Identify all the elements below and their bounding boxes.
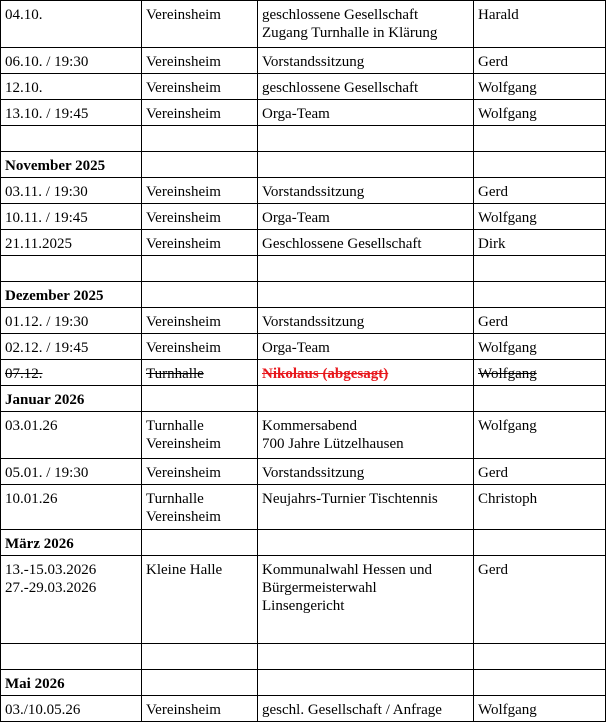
responsible-cell bbox=[474, 696, 606, 722]
event-cell bbox=[258, 48, 474, 74]
responsible-cell bbox=[474, 230, 606, 256]
event-cell bbox=[258, 670, 474, 696]
cancelled-event-row bbox=[1, 360, 606, 386]
cell-text: Wolfgang bbox=[478, 366, 537, 382]
event-cell bbox=[258, 308, 474, 334]
responsible-cell bbox=[474, 485, 606, 530]
responsible-cell bbox=[474, 360, 606, 386]
cell-text: 03./10.05.26 bbox=[5, 702, 81, 718]
event-cell bbox=[258, 152, 474, 178]
cell-text: Christoph bbox=[478, 491, 538, 507]
event-cell bbox=[258, 230, 474, 256]
table-row bbox=[1, 308, 606, 334]
date-cell bbox=[1, 74, 142, 100]
event-cell bbox=[258, 334, 474, 360]
event-cell bbox=[258, 1, 474, 48]
cell-text: 06.10. / 19:30 bbox=[5, 54, 89, 70]
event-schedule-body bbox=[1, 1, 606, 722]
responsible-cell bbox=[474, 126, 606, 152]
cell-text: Vereinsheim bbox=[146, 236, 221, 252]
cell-text: Januar 2026 bbox=[5, 392, 85, 408]
cell-text: Vorstandssitzung bbox=[262, 54, 365, 70]
date-cell bbox=[1, 485, 142, 530]
event-cell bbox=[258, 100, 474, 126]
cell-text: Nikolaus (abgesagt) bbox=[262, 366, 389, 382]
date-cell bbox=[1, 126, 142, 152]
cell-text: geschlossene Gesellschaft bbox=[262, 80, 419, 96]
event-cell bbox=[258, 282, 474, 308]
cell-text: November 2025 bbox=[5, 158, 106, 174]
cell-text: 10.11. / 19:45 bbox=[5, 210, 88, 226]
cell-text: 05.01. / 19:30 bbox=[5, 465, 89, 481]
date-cell bbox=[1, 1, 142, 48]
cell-text: Vereinsheim bbox=[146, 702, 221, 718]
cell-text: Orga-Team bbox=[262, 210, 330, 226]
date-cell bbox=[1, 530, 142, 556]
cell-text: Wolfgang bbox=[478, 702, 537, 718]
cell-text: geschlossene Gesellschaft bbox=[262, 7, 419, 23]
location-cell bbox=[142, 670, 258, 696]
responsible-cell bbox=[474, 256, 606, 282]
cell-text: Turnhalle bbox=[146, 418, 204, 434]
cell-text: Wolfgang bbox=[478, 210, 537, 226]
cell-text: Vereinsheim bbox=[146, 314, 221, 330]
cell-text: Vereinsheim bbox=[146, 184, 221, 200]
date-cell bbox=[1, 256, 142, 282]
location-cell bbox=[142, 485, 258, 530]
location-cell bbox=[142, 282, 258, 308]
cell-text: Geschlossene Gesellschaft bbox=[262, 236, 422, 252]
cell-text: 13.10. / 19:45 bbox=[5, 106, 89, 122]
responsible-cell bbox=[474, 178, 606, 204]
responsible-cell bbox=[474, 556, 606, 644]
date-cell bbox=[1, 459, 142, 485]
cell-text: Vorstandssitzung bbox=[262, 184, 365, 200]
responsible-cell bbox=[474, 204, 606, 230]
cell-text: 03.01.26 bbox=[5, 418, 58, 434]
month-heading-row bbox=[1, 530, 606, 556]
table-row bbox=[1, 556, 606, 644]
cell-text: 10.01.26 bbox=[5, 491, 58, 507]
event-cell bbox=[258, 126, 474, 152]
table-row bbox=[1, 334, 606, 360]
location-cell bbox=[142, 256, 258, 282]
cell-text: Wolfgang bbox=[478, 106, 537, 122]
cell-text: Dezember 2025 bbox=[5, 288, 104, 304]
cell-text: März 2026 bbox=[5, 536, 74, 552]
responsible-cell bbox=[474, 334, 606, 360]
cell-text: geschl. Gesellschaft / Anfrage bbox=[262, 702, 442, 718]
location-cell bbox=[142, 152, 258, 178]
date-cell bbox=[1, 644, 142, 670]
cell-text: Vereinsheim bbox=[146, 106, 221, 122]
location-cell bbox=[142, 1, 258, 48]
cell-text: Vereinsheim bbox=[146, 436, 221, 452]
cell-text: Linsengericht bbox=[262, 598, 345, 614]
cell-text: Neujahrs-Turnier Tischtennis bbox=[262, 491, 438, 507]
cell-text: 21.11.2025 bbox=[5, 236, 72, 252]
cell-text: Gerd bbox=[478, 465, 508, 481]
date-cell bbox=[1, 308, 142, 334]
responsible-cell bbox=[474, 308, 606, 334]
responsible-cell bbox=[474, 100, 606, 126]
cell-text: Wolfgang bbox=[478, 418, 537, 434]
event-cell bbox=[258, 256, 474, 282]
table-row bbox=[1, 74, 606, 100]
event-cell bbox=[258, 74, 474, 100]
location-cell bbox=[142, 696, 258, 722]
cell-text: Dirk bbox=[478, 236, 506, 252]
date-cell bbox=[1, 48, 142, 74]
responsible-cell bbox=[474, 412, 606, 459]
location-cell bbox=[142, 74, 258, 100]
date-cell bbox=[1, 670, 142, 696]
date-cell bbox=[1, 230, 142, 256]
location-cell bbox=[142, 178, 258, 204]
location-cell bbox=[142, 48, 258, 74]
date-cell bbox=[1, 696, 142, 722]
event-cell bbox=[258, 530, 474, 556]
cell-text: Kommersabend bbox=[262, 418, 357, 434]
date-cell bbox=[1, 386, 142, 412]
responsible-cell bbox=[474, 152, 606, 178]
cell-text: Vereinsheim bbox=[146, 54, 221, 70]
cell-text: Vereinsheim bbox=[146, 509, 221, 525]
event-cell bbox=[258, 204, 474, 230]
event-cell bbox=[258, 485, 474, 530]
cell-text: Kommunalwahl Hessen und bbox=[262, 562, 432, 578]
event-cell bbox=[258, 178, 474, 204]
table-row bbox=[1, 100, 606, 126]
event-cell bbox=[258, 696, 474, 722]
table-row bbox=[1, 459, 606, 485]
cell-text: Mai 2026 bbox=[5, 676, 65, 692]
responsible-cell bbox=[474, 530, 606, 556]
month-heading-row bbox=[1, 386, 606, 412]
responsible-cell bbox=[474, 459, 606, 485]
location-cell bbox=[142, 126, 258, 152]
cell-text: Vereinsheim bbox=[146, 7, 221, 23]
table-row bbox=[1, 696, 606, 722]
cell-text: Kleine Halle bbox=[146, 562, 223, 578]
table-row bbox=[1, 256, 606, 282]
date-cell bbox=[1, 178, 142, 204]
responsible-cell bbox=[474, 386, 606, 412]
location-cell bbox=[142, 386, 258, 412]
cell-text: Wolfgang bbox=[478, 80, 537, 96]
event-cell bbox=[258, 386, 474, 412]
cell-text: Orga-Team bbox=[262, 106, 330, 122]
location-cell bbox=[142, 412, 258, 459]
responsible-cell bbox=[474, 282, 606, 308]
cell-text: Orga-Team bbox=[262, 340, 330, 356]
location-cell bbox=[142, 459, 258, 485]
table-row bbox=[1, 485, 606, 530]
date-cell bbox=[1, 360, 142, 386]
date-cell bbox=[1, 334, 142, 360]
cell-text: 27.-29.03.2026 bbox=[5, 580, 97, 596]
responsible-cell bbox=[474, 644, 606, 670]
date-cell bbox=[1, 282, 142, 308]
cell-text: Gerd bbox=[478, 562, 508, 578]
location-cell bbox=[142, 644, 258, 670]
cell-text: Harald bbox=[478, 7, 519, 23]
month-heading-row bbox=[1, 670, 606, 696]
cell-text: 13.-15.03.2026 bbox=[5, 562, 97, 578]
date-cell bbox=[1, 556, 142, 644]
cell-text: 12.10. bbox=[5, 80, 43, 96]
date-cell bbox=[1, 204, 142, 230]
cell-text: 07.12. bbox=[5, 366, 43, 382]
location-cell bbox=[142, 360, 258, 386]
table-row bbox=[1, 178, 606, 204]
location-cell bbox=[142, 308, 258, 334]
date-cell bbox=[1, 100, 142, 126]
cell-text: 01.12. / 19:30 bbox=[5, 314, 89, 330]
table-row bbox=[1, 126, 606, 152]
cell-text: Gerd bbox=[478, 54, 508, 70]
cell-text: Vereinsheim bbox=[146, 210, 221, 226]
cell-text: Wolfgang bbox=[478, 340, 537, 356]
cell-text: Turnhalle bbox=[146, 491, 204, 507]
event-cell bbox=[258, 459, 474, 485]
location-cell bbox=[142, 556, 258, 644]
cell-text: 700 Jahre Lützelhausen bbox=[262, 436, 404, 452]
date-cell bbox=[1, 152, 142, 178]
month-heading-row bbox=[1, 152, 606, 178]
date-cell bbox=[1, 412, 142, 459]
cell-text: Gerd bbox=[478, 314, 508, 330]
cell-text: Zugang Turnhalle in Klärung bbox=[262, 25, 438, 41]
responsible-cell bbox=[474, 48, 606, 74]
location-cell bbox=[142, 334, 258, 360]
cell-text: Vereinsheim bbox=[146, 80, 221, 96]
location-cell bbox=[142, 204, 258, 230]
table-row bbox=[1, 204, 606, 230]
cell-text: Bürgermeisterwahl bbox=[262, 580, 377, 596]
event-cell bbox=[258, 360, 474, 386]
cell-text: Vereinsheim bbox=[146, 340, 221, 356]
cell-text: Vereinsheim bbox=[146, 465, 221, 481]
table-row bbox=[1, 230, 606, 256]
event-cell bbox=[258, 412, 474, 459]
month-heading-row bbox=[1, 282, 606, 308]
event-cell bbox=[258, 556, 474, 644]
event-cell bbox=[258, 644, 474, 670]
responsible-cell bbox=[474, 1, 606, 48]
location-cell bbox=[142, 230, 258, 256]
cell-text: 02.12. / 19:45 bbox=[5, 340, 89, 356]
table-row bbox=[1, 1, 606, 48]
cell-text: Vorstandssitzung bbox=[262, 314, 365, 330]
cell-text: 04.10. bbox=[5, 7, 43, 23]
location-cell bbox=[142, 530, 258, 556]
cell-text: Gerd bbox=[478, 184, 508, 200]
responsible-cell bbox=[474, 74, 606, 100]
cell-text: 03.11. / 19:30 bbox=[5, 184, 88, 200]
table-row bbox=[1, 644, 606, 670]
cell-text: Vorstandssitzung bbox=[262, 465, 365, 481]
cell-text: Turnhalle bbox=[146, 366, 204, 382]
table-row bbox=[1, 412, 606, 459]
responsible-cell bbox=[474, 670, 606, 696]
table-row bbox=[1, 48, 606, 74]
location-cell bbox=[142, 100, 258, 126]
